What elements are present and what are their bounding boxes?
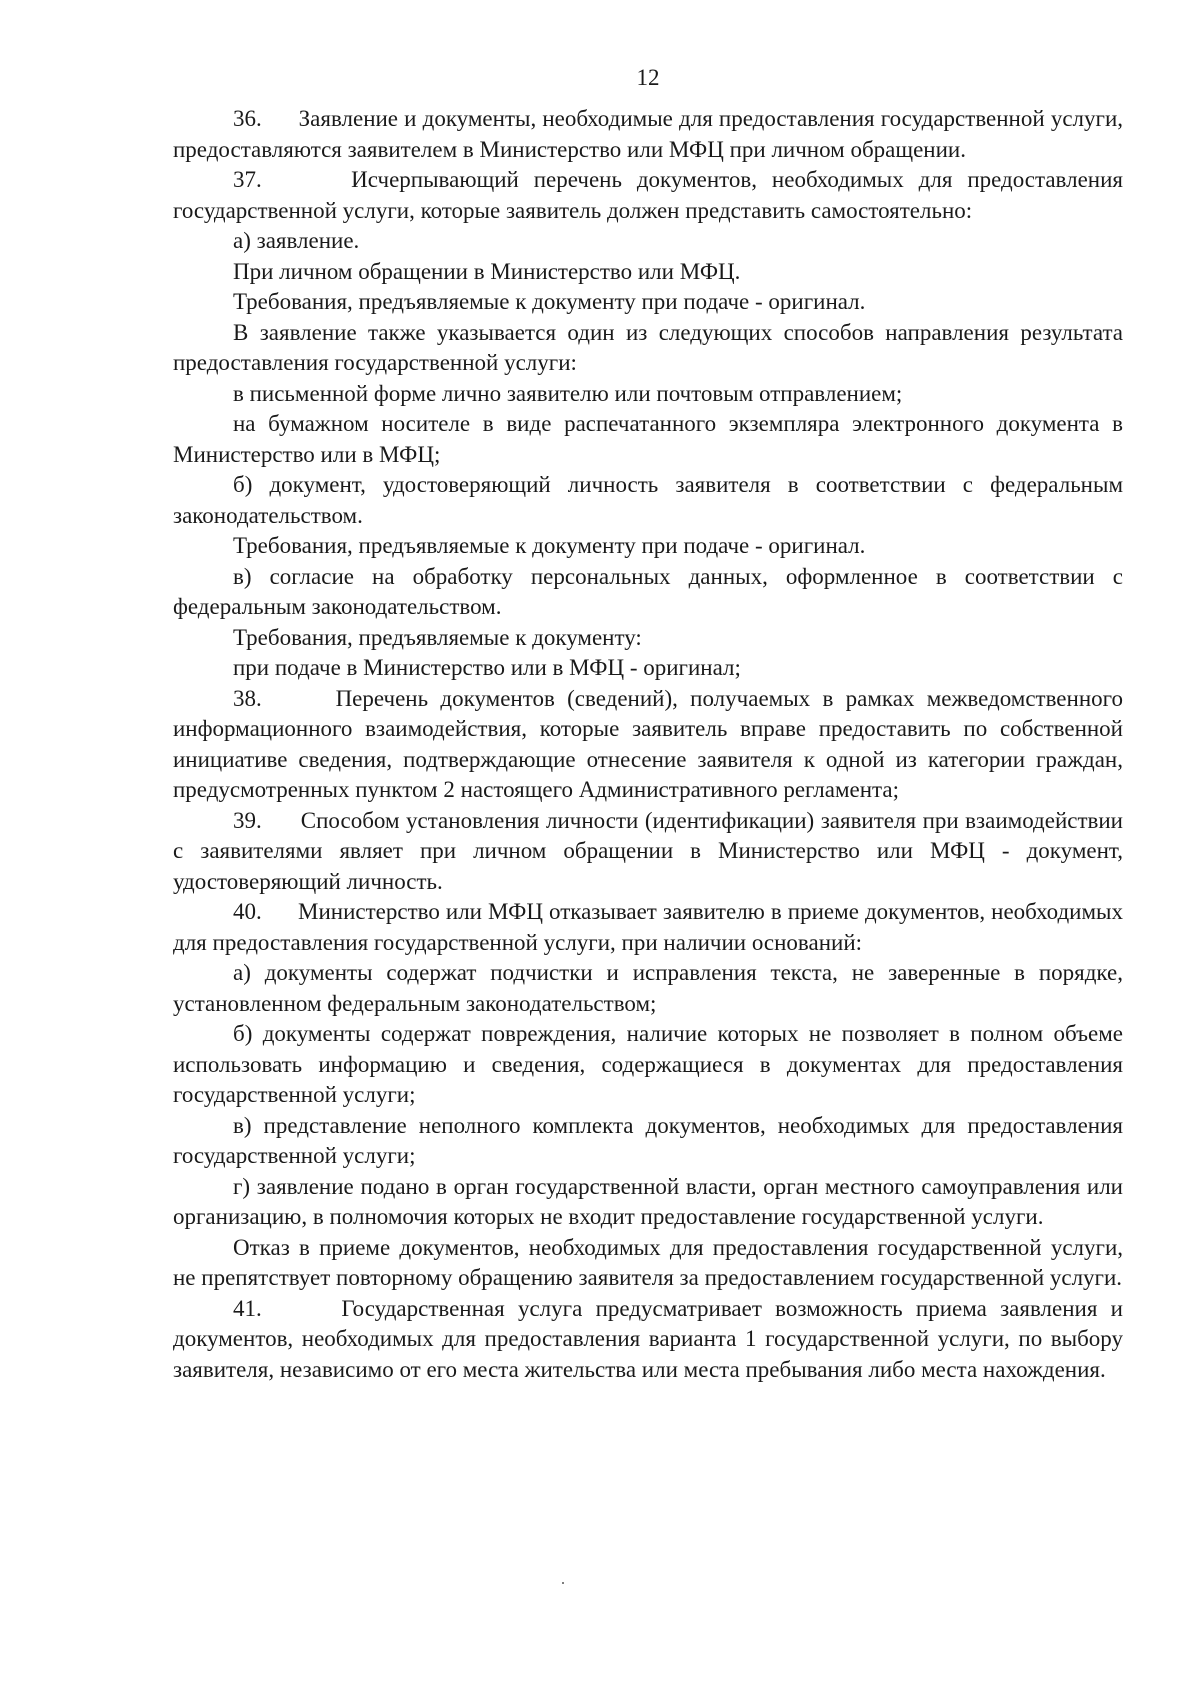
paragraph-37-item-v-requirements: Требования, предъявляемые к документу:	[233, 624, 642, 650]
paragraph-37-result-methods: В заявление также указывается один из следующих способов направления результата предоставления государственной услуги:	[173, 319, 1123, 375]
paragraph-39: 39. Способом установления личности (идентификации) заявителя при взаимодействии с заявителями являет при личном обращении в Министерство или МФЦ - документ, удостоверяющий личность.	[173, 807, 1123, 894]
paragraph-40-refusal-note: Отказ в приеме документов, необходимых для предоставления государственной услуги, не препятствует повторному обращению заявителя за предоставлением государственной услуги.	[173, 1234, 1123, 1290]
paragraph-40-item-b: б) документы содержат повреждения, наличие которых не позволяет в полном объеме использовать информацию и сведения, содержащиеся в документах для предоставления государственной услуги;	[173, 1021, 1123, 1107]
document-body	[173, 104, 1123, 1385]
paragraph-37-item-a: а) заявление.	[233, 228, 360, 253]
paragraph-37: 37. Исчерпывающий перечень документов, необходимых для предоставления государственной услуги, которые заявитель должен представить самостоятельно:	[173, 167, 1123, 223]
paragraph-37-item-b: б) документ, удостоверяющий личность заявителя в соответствии с федеральным законодательством.	[173, 472, 1123, 528]
paragraph-37-requirements: Требования, предъявляемые к документу при подаче - оригинал.	[233, 289, 866, 314]
paragraph-37-item-v: в) согласие на обработку персональных данных, оформленное в соответствии с федеральным законодательством.	[173, 563, 1123, 619]
paragraph-37-item-v-original: при подаче в Министерство или в МФЦ - оригинал;	[233, 655, 741, 680]
paragraph-40-item-g: г) заявление подано в орган государственной власти, орган местного самоуправления или организацию, в полномочия которых не входит предоставление государственной услуги.	[173, 1173, 1123, 1229]
paragraph-36: 36. Заявление и документы, необходимые для предоставления государственной услуги, предоставляются заявителем в Министерство или МФЦ при личном обращении.	[173, 106, 1123, 162]
scan-dot-mark	[562, 1582, 564, 1584]
paragraph-37-item-b-requirements: Требования, предъявляемые к документу при подаче - оригинал.	[233, 533, 866, 558]
page-number: 12	[636, 65, 660, 90]
paragraph-37-personal-visit: При личном обращении в Министерство или МФЦ.	[233, 258, 741, 284]
paragraph-40-item-v: в) представление неполного комплекта документов, необходимых для предоставления государственной услуги;	[173, 1112, 1123, 1168]
paragraph-38: 38. Перечень документов (сведений), получаемых в рамках межведомственного информационного взаимодействия, которые заявитель вправе предоставить по собственной инициативе сведения, подтверждающие отнесение заявителя к одной из категории граждан, предусмотренных пунктом 2 настоящего Административного регламента;	[173, 685, 1123, 802]
paragraph-40-item-a: а) документы содержат подчистки и исправления текста, не заверенные в порядке, установленном федеральным законодательством;	[173, 960, 1123, 1016]
paragraph-41: 41. Государственная услуга предусматривает возможность приема заявления и документов, необходимых для предоставления варианта 1 государственной услуги, по выбору заявителя, независимо от его места жительства или места пребывания либо места нахождения.	[173, 1295, 1123, 1382]
paragraph-37-method-paper: на бумажном носителе в виде распечатанного экземпляра электронного документа в Министерство или в МФЦ;	[173, 411, 1123, 467]
paragraph-40: 40. Министерство или МФЦ отказывает заявителю в приеме документов, необходимых для предоставления государственной услуги, при наличии оснований:	[173, 899, 1123, 955]
paragraph-37-method-written: в письменной форме лично заявителю или почтовым отправлением;	[233, 380, 903, 406]
